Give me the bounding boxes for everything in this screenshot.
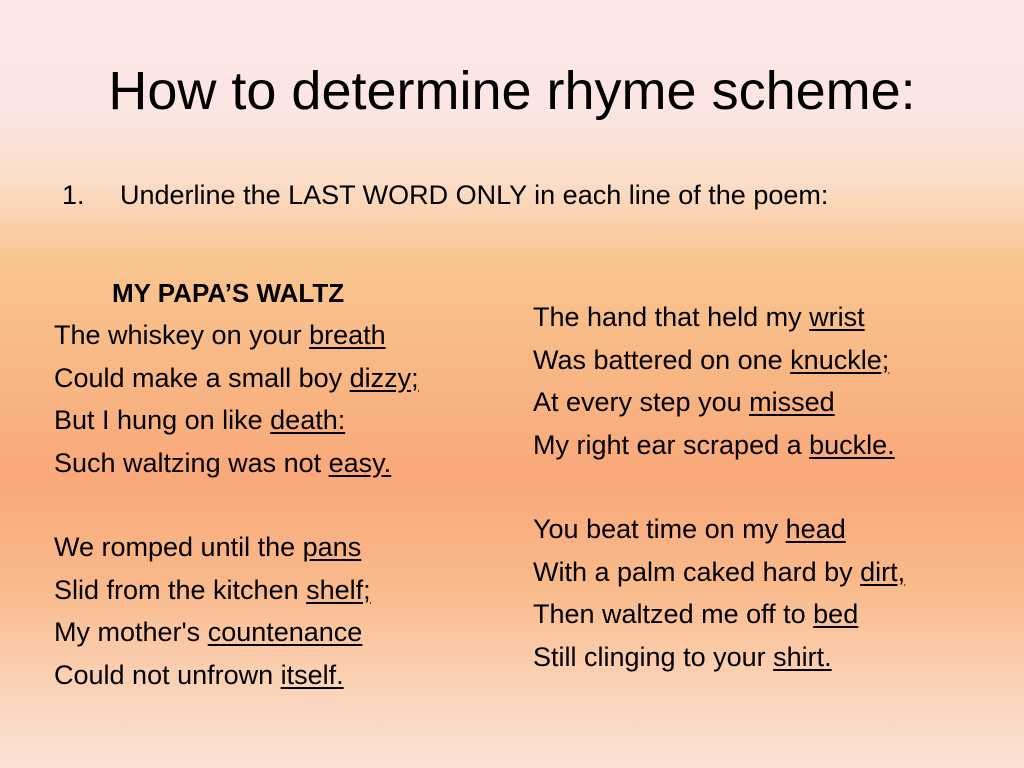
underlined-last-word: itself.: [280, 659, 344, 690]
poem-line: [533, 424, 905, 467]
line-text: Was battered on one: [533, 344, 791, 375]
poem-line: [54, 569, 419, 612]
poem-line: [54, 526, 419, 569]
stanza-4: [533, 508, 905, 678]
poem-line: [54, 442, 419, 485]
underlined-last-word: easy.: [328, 447, 392, 478]
underlined-last-word: knuckle;: [790, 344, 890, 375]
poem-line: [533, 551, 905, 594]
instruction-number: 1.: [62, 180, 85, 210]
underlined-last-word: countenance: [207, 617, 363, 647]
underlined-last-word: shelf;: [306, 574, 371, 605]
stanza-gap: [54, 484, 419, 526]
underlined-last-word: shirt.: [773, 641, 832, 672]
line-text: My right ear scraped a: [533, 429, 810, 460]
poem-line: [533, 339, 905, 382]
poem-line: [533, 593, 905, 636]
stanza-3: [533, 296, 905, 466]
line-text: But I hung on like: [54, 405, 271, 435]
stanza-1: [54, 314, 419, 484]
line-text: Then waltzed me off to: [533, 599, 814, 629]
line-text: Could not unfrown: [54, 659, 281, 690]
underlined-last-word: missed: [749, 387, 835, 417]
underlined-last-word: death:: [270, 405, 346, 435]
line-text: Still clinging to your: [533, 641, 774, 672]
poem-line: [533, 508, 905, 551]
line-text: The hand that held my: [533, 302, 810, 332]
slide-title: How to determine rhyme scheme:: [108, 61, 916, 121]
underlined-last-word: bed: [813, 599, 859, 629]
poem-line: [54, 357, 419, 400]
line-text: My mother's: [54, 617, 208, 647]
poem-line: [54, 399, 419, 442]
underlined-last-word: wrist: [809, 302, 865, 332]
line-text: The whiskey on your: [54, 320, 310, 350]
poem-line: [533, 636, 905, 679]
underlined-last-word: dizzy;: [349, 362, 419, 393]
poem-left-column: [54, 272, 419, 696]
poem-line: [533, 381, 905, 424]
line-text: At every step you: [533, 387, 750, 417]
underlined-last-word: breath: [309, 320, 386, 350]
poem-line: [54, 611, 419, 654]
line-text: Slid from the kitchen: [54, 574, 307, 605]
poem-right-column: [533, 296, 905, 678]
line-text: Such waltzing was not: [54, 447, 329, 478]
underlined-last-word: dirt,: [860, 556, 906, 587]
line-text: You beat time on my: [533, 514, 786, 544]
line-text: With a palm caked hard by: [533, 556, 861, 587]
underlined-last-word: head: [785, 514, 846, 544]
stanza-2: [54, 526, 419, 696]
instruction-item: [62, 180, 828, 211]
poem-title: MY PAPA’S WALTZ: [112, 278, 345, 308]
poem-line: [533, 296, 905, 339]
poem-line: [54, 314, 419, 357]
line-text: We romped until the: [54, 532, 303, 562]
stanza-gap: [533, 466, 905, 508]
underlined-last-word: pans: [302, 532, 362, 562]
line-text: Could make a small boy: [54, 362, 350, 393]
poem-line: [54, 654, 419, 697]
underlined-last-word: buckle.: [809, 429, 895, 460]
instruction-text: Underline the LAST WORD ONLY in each line of the poem:: [120, 180, 829, 210]
